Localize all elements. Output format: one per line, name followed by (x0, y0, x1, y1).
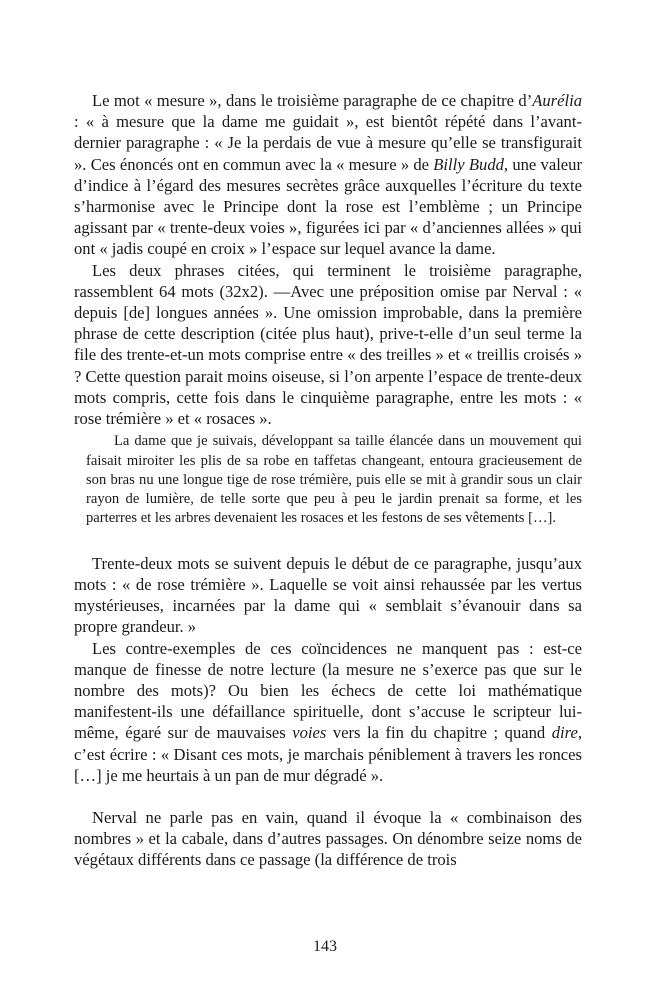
page-body (74, 90, 582, 871)
text-segment: , c’est écrire : « Disant ces mots, je marchais péniblement à travers les ronces […] je me heurtais à un pan de mur dégradé ». (74, 723, 582, 785)
italic-text: Aurélia (532, 91, 582, 110)
text-segment: Le mot « mesure », dans le troisième paragraphe de ce chapitre d’ (92, 91, 533, 110)
text-segment: : « à mesure que la dame me guidait », est bientôt répété dans l’avant-dernier paragraphe : « Je la perdais de vue à mesure qu’elle se transfigurait ». Ces énoncés ont en commun avec la « mesure » de (74, 112, 582, 174)
text-segment: La dame que je suivais, développant sa taille élancée dans un mouvement qui faisait miroiter les plis de sa robe en taffetas changeant, entoura gracieusement de son bras nu une longue tige de rose trémière, puis elle se mit à grandir sous un clair rayon de lumière, de telle sorte que peu à peu le jardin prenait sa forme, et les parterres et les arbres devenaient les rosaces et les festons de ses vêtements […]. (86, 433, 582, 527)
block-quote (74, 432, 582, 528)
page-number: 143 (313, 938, 337, 955)
text-segment: Trente-deux mots se suivent depuis le début de ce paragraphe, jusqu’aux mots : « de rose trémière ». Laquelle se voit ainsi rehaussée par les vertus mystérieuses, incarnées par la dame qui « semblait s’évanouir dans sa propre grandeur. » (74, 553, 582, 637)
italic-text: voies (292, 723, 327, 743)
text-segment: vers la fin du chapitre ; quand (326, 723, 552, 743)
italic-text: Billy Budd (433, 154, 504, 174)
paragraph-3 (74, 553, 582, 638)
paragraph-5 (74, 807, 582, 871)
text-segment: Nerval ne parle pas en vain, quand il évoque la « combinaison des nombres » et la cabale, dans d’autres passages. On dénombre seize noms de végétaux différents dans ce passage (la différence de trois (74, 807, 582, 870)
paragraph-4 (74, 638, 582, 786)
text-segment: Les contre-exemples de ces coïncidences ne manquent pas : est-ce manque de finesse de notre lecture (la mesure ne s’exerce pas que sur le nombre des mots)? Ou bien les échecs de cette loi mathématique manifestent-ils une défaillance spirituelle, dont s’accuse le scripteur lui-même, égaré sur de mauvaises (74, 638, 582, 743)
text-segment: , une valeur d’indice à l’égard des mesures secrètes grâce auxquelles l’écriture du texte s’harmonise avec le Principe dont la rose est l’emblème ; un Principe agissant par « trente-deux voies », figurées ici par « d’anciennes allées » qui ont « jadis coupé en croix » l’espace sur lequel avance la dame. (74, 154, 582, 259)
italic-text: dire (551, 723, 578, 743)
paragraph-2 (74, 260, 582, 430)
paragraph-1 (74, 90, 582, 260)
text-segment: Les deux phrases citées, qui terminent le troisième paragraphe, rassemblent 64 mots (32x2). —Avec une préposition omise par Nerval : « depuis [de] longues années ». Une omission improbable, dans la première phrase de cette description (citée plus haut), prive-t-elle d’un seul terme la file des trente-et-un mots comprise entre « des treilles » et « treillis croisés » ? Cette question parait moins oiseuse, si l’on arpente l’espace de trente-deux mots compris, cette fois dans le cinquième paragraphe, entre les mots : « rose trémière » et « rosaces ». (74, 260, 582, 429)
